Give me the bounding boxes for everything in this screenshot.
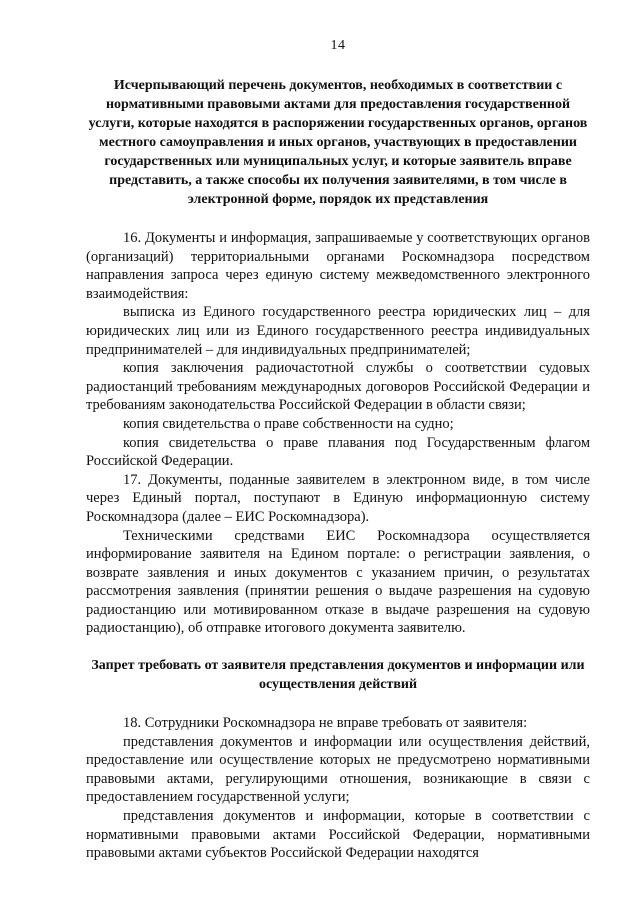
paragraph-ownership-certificate: копия свидетельства о праве собственности на судно; <box>123 415 454 432</box>
section-heading-prohibition: Запрет требовать от заявителя представления документов и информации или осуществления действий <box>91 658 585 693</box>
paragraph-17: 17. Документы, поданные заявителем в электронном виде, в том числе через Единый портал, поступают в Единую информационную систему Роскомнадзора (далее – ЕИС Роскомнадзора). <box>86 471 590 525</box>
paragraph-16: 16. Документы и информация, запрашиваемые у соответствующих органов (организаций) территориальными органами Роскомнадзора посредством направления запроса через единую систему межведомственного электронного взаимодействия: <box>86 230 590 302</box>
section-body-documents-list <box>86 229 590 638</box>
section-heading-documents-list: Исчерпывающий перечень документов, необходимых в соответствии с нормативными правовыми актами для предоставления государственной услуги, которые находятся в распоряжении государственных органов, органов местного самоуправления и иных органов, участвующих в предоставлении государственных или муниципальных услуг, и которые заявитель вправе представить, а также способы их получения заявителями, в том числе в электронной форме, порядок их представления <box>88 78 588 207</box>
paragraph-egrul-extract: выписка из Единого государственного реестра юридических лиц – для юридических лиц или из Единого государственного реестра индивидуальных предпринимателей – для индивидуальных предпринимателей; <box>86 304 590 358</box>
section-body-prohibition <box>86 714 590 863</box>
paragraph-eis-informing: Техническими средствами ЕИС Роскомнадзора осуществляется информирование заявителя на Едином портале: о регистрации заявления, о возврате заявления и иных документов с указанием причин, о результатах рассмотрения заявления (принятии решения о выдаче разрешения на судовую радиостанцию или мотивированном отказе в выдаче разрешения на судовую радиостанцию), об отправке итогового документа заявителю. <box>86 527 590 637</box>
paragraph-radio-service-conclusion: копия заключения радиочастотной службы о соответствии судовых радиостанций требованиям международных договоров Российской Федерации и требованиям законодательства Российской Федерации в области связи; <box>86 360 590 414</box>
paragraph-18: 18. Сотрудники Роскомнадзора не вправе требовать от заявителя: <box>123 715 528 732</box>
paragraph-not-required-documents: представления документов и информации, которые в соответствии с нормативными правовыми актами Российской Федерации, нормативными правовыми актами субъектов Российской Федерации находятся <box>86 808 590 862</box>
paragraph-flag-certificate: копия свидетельства о праве плавания под Государственным флагом Российской Федерации. <box>86 434 590 470</box>
page-number: 14 <box>330 38 346 53</box>
paragraph-not-required-actions: представления документов и информации или осуществления действий, предоставление или осуществление которых не предусмотрено нормативными правовыми актами, регулирующими отношения, возникающие в связи с предоставлением государственной услуги; <box>86 733 590 806</box>
